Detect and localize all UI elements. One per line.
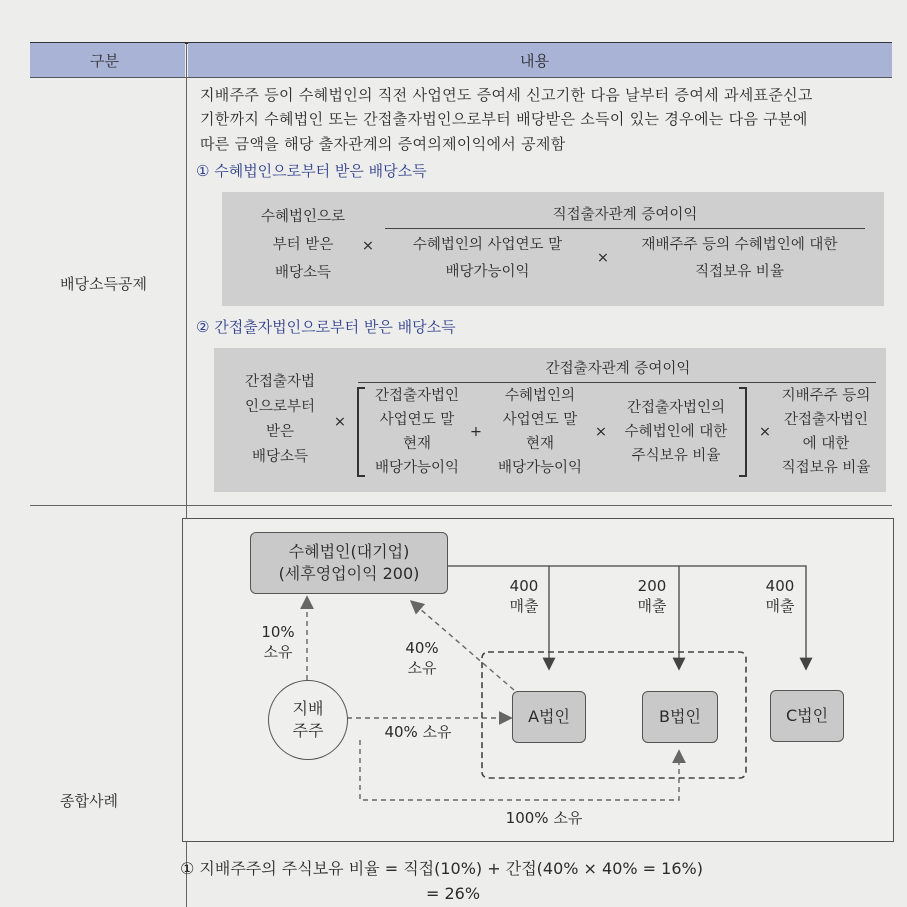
s2-times-2: ×	[594, 424, 608, 440]
s2-left-1: 간접출자법	[244, 374, 316, 390]
sales-a-label: 매출	[509, 597, 539, 615]
controller-circle	[268, 680, 348, 760]
sales-a-value: 400	[509, 577, 539, 595]
s1-left-3: 배당소득	[274, 265, 332, 281]
intro-line-3: 따른 금액을 해당 출자관계의 증여의제이익에서 공제함	[200, 135, 566, 153]
s1-left-2: 부터 받은	[272, 237, 334, 253]
corp-c-box: C법인	[770, 690, 844, 742]
s1-left-1: 수혜법인으로	[260, 209, 346, 225]
s1-den1-line2: 배당가능이익	[445, 264, 530, 280]
s2-left-3: 받은	[265, 424, 294, 440]
intro-line-2: 기한까지 수혜법인 또는 간접출자법인으로부터 배당받은 소득이 있는 경우에는 다음 구분에	[200, 110, 808, 128]
s2-t3-3: 주식보유 비율	[631, 448, 721, 464]
s2-t2-1: 수혜법인의	[504, 388, 576, 404]
s2-t2-4: 배당가능이익	[497, 460, 583, 476]
s2-t1-1: 간접출자법인	[374, 388, 460, 404]
intro-line-1: 지배주주 등이 수혜법인의 직전 사업연도 증여세 신고기한 다음 날부터 증여세 과세표준신고	[200, 86, 813, 104]
s2-numerator: 간접출자관계 증여이익	[545, 361, 691, 377]
beneficiary-corp-box	[250, 532, 448, 594]
s2-t2-2: 사업연도 말	[502, 412, 578, 428]
section1-title: ① 수혜법인으로부터 받은 배당소득	[196, 162, 427, 180]
header-content: 내용	[520, 52, 549, 70]
category-comprehensive-example: 종합사례	[60, 792, 118, 810]
category-dividend-deduction: 배당소득공제	[60, 275, 147, 293]
controller-line2: 주주	[292, 721, 324, 740]
own-40b-label: 40% 소유	[384, 723, 452, 741]
own-10-value: 10%	[261, 623, 295, 641]
sales-c-value: 400	[765, 577, 795, 595]
s2-t4-4: 직접보유 비율	[781, 460, 871, 476]
s2-left-2: 인으로부터	[244, 399, 316, 415]
corp-b-box: B법인	[642, 691, 718, 743]
sales-b-label: 매출	[637, 597, 667, 615]
section2-title: ② 간접출자법인으로부터 받은 배당소득	[196, 318, 456, 336]
s2-times-1: ×	[333, 414, 347, 430]
s2-t1-3: 현재	[402, 436, 431, 452]
s2-t1-2: 사업연도 말	[379, 412, 455, 428]
s2-t4-3: 에 대한	[802, 436, 850, 452]
s2-t1-4: 배당가능이익	[374, 460, 460, 476]
s2-times-3: ×	[758, 424, 772, 440]
s1-den2-line1: 재배주주 등의 수혜법인에 대한	[641, 237, 838, 253]
corp-a-box: A법인	[512, 691, 586, 743]
s2-t4-1: 지배주주 등의	[781, 388, 871, 404]
header-category: 구분	[90, 52, 119, 70]
s1-times-1: ×	[361, 238, 375, 254]
own-100-label: 100% 소유	[505, 809, 583, 827]
beneficiary-line2: (세후영업이익 200)	[278, 564, 420, 583]
sales-c-label: 매출	[765, 597, 795, 615]
formula-line-2: = 26%	[426, 884, 481, 903]
s1-den1-line1: 수혜법인의 사업연도 말	[412, 237, 563, 253]
s1-times-2: ×	[596, 250, 610, 266]
formula-line-1: ① 지배주주의 주식보유 비율 = 직접(10%) + 간접(40% × 40% = 16%)	[180, 859, 703, 878]
beneficiary-line1: 수혜법인(대기업)	[288, 542, 410, 561]
own-10-label: 소유	[263, 643, 293, 661]
s2-t3-1: 간접출자법인의	[626, 400, 726, 416]
s2-t2-3: 현재	[525, 436, 554, 452]
s1-den2-line2: 직접보유 비율	[695, 264, 784, 280]
own-40a-value: 40%	[405, 639, 439, 657]
s2-t3-2: 수혜법인에 대한	[624, 424, 728, 440]
s2-t4-2: 간접출자법인	[783, 412, 869, 428]
controller-line1: 지배	[292, 699, 324, 718]
s2-left-4: 배당소득	[251, 449, 309, 465]
own-40a-label: 소유	[407, 659, 437, 677]
s2-plus: +	[469, 424, 483, 440]
s1-numerator: 직접출자관계 증여이익	[552, 207, 698, 223]
sales-b-value: 200	[637, 577, 667, 595]
